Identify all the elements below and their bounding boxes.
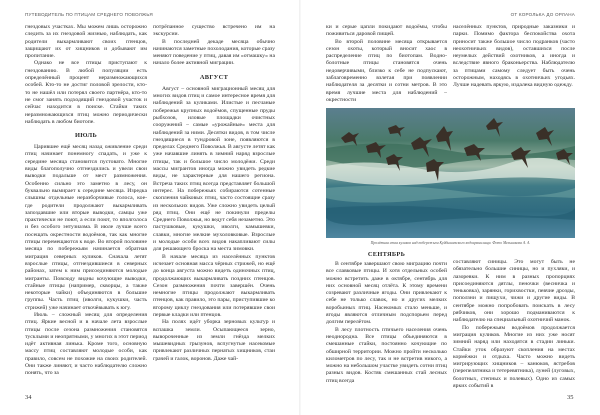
bird-flock-photo-illustration (326, 108, 575, 238)
running-head-left: ПУТЕВОДИТЕЛЬ ПО ПТИЦАМ СРЕДНЕГО ПОВОЛЖЬЯ (25, 12, 153, 17)
photo-flock-of-waders-over-waves (326, 108, 575, 238)
paragraph: Царившее ещё месяц назад оживление среди птиц начинает понемногу спадать, и уже к середине месяца становится пустовато. Многие виды благополучно отгнездились и увели свои выводки подальше от мест размножения. Особенно сильно это заметно в лесу, он буквально вымирает к середине месяца. Изредка слышны отдельные неразборчивые голоса, кое-где родители продолжают выкармливать запоздавшие или вторые выводки, самцы уже практически не поют, а если поют, то вполголоса и без особого энтузиазма. В июле лучше всего посещать окрестности водоёмов, так как многие птицы перемещаются к воде. Во второй половине месяца по побережьям начинается обратная миграция северных куликов. Сначала летят взрослые птицы, отгнездившиеся в северных районах, затем к ним присоединяются молодые мигранты. Повсюду видны кочующие выводки, стайные птицы (например, скворцы, а также некоторые чайки) объединяются в большие группы. Часть птиц (иволги, кукушки, часть стрижей) уже начинает откочёвывать к югу. (25, 144, 147, 311)
paragraph: Август – основной миграционный месяц для многих видов птиц и самое интересное время для наблюдений за куликами. Илистые и песчаные побережья крупных водоёмов, спущенные пруды рыбхозов, иловые площадки очистных сооружений – самые «урожайные» места для наблюдений за ними. Десятки видов, в том числе гнездящиеся в тундровой зоне, появляются в пределах Среднего Поволжья. В августе летят как уже начавшие линять в зимний наряд взрослые птицы, так и большое число молодёжи. Среди массы мигрантов иногда можно увидеть редкие виды, не характерные для нашего региона. Встреча таких птиц всегда представляет большой интерес. На побережьях собираются сотенные скопления чайковых птиц, часто состоящие сразу из нескольких видов. Уже сложно увидеть целый ряд птиц. Они ещё не покинули пределы Среднего Поволжья, но ведут себя незаметно. Это пастушковые, кукушки, иволги, камышевки, славки, многие мелкие мухоловковые. Взрослые и молодые особи всех видов накапливают силы для решающего броска на места зимовки. (153, 85, 275, 253)
section-heading-september: СЕНТЯБРЬ (367, 251, 406, 258)
paragraph: гнездовых участках. Мы можем лишь осторожно следить за их гнездовой жизнью, наблюдать, как родители выкармливают своих птенцов, защищают их от хищников и добывают им пропитание. (25, 24, 147, 60)
page-number-left: 34 (25, 394, 32, 401)
paragraph: населённых пунктов, природные заказники и парки. Помимо фактора беспокойства охота приносит также большое число подранков (часто неохотничьих видов), оставшихся после неумелых действий охотников, а иногда и вследствие явного браконьерства. Наблюдателю за птицами самому следует быть очень осторожным, находясь в охотничьих угодьях. Лучше надевать яркую, издалека видную одежду. (453, 24, 575, 89)
paragraph: На полях идёт уборка зерновых культур и вспашка земли. Осыпающееся зерно, вывороченные из земли гнёзда мелких мышевидных грызунов, вспугнутые насекомые привлекают различных пернатых хищников, стаи грачей и галок, воронов. Даже чай- (153, 319, 275, 362)
paragraph: Июль – сложный месяц для определения птиц. Яркие весной и в начале лета взрослые птицы после сезона размножения становятся тусклыми и неопрятными, у многих в этот период идёт активная линька. Кроме того, основную массу птиц составляют молодые особи, как правило, совсем не похожие на своих родителей. Они также линяют, и часто наблюдателю сложно понять, что за (25, 311, 147, 377)
section-heading-july: ИЮЛЬ (74, 132, 98, 140)
photo-caption: Пролётная стая куликов над побережьем Куйбышевского водохранилища. Фото Мельникова А. А. (370, 241, 531, 245)
left-page-column-1 (25, 24, 147, 378)
paragraph: В лесу плотность птичьего населения очень неоднородна. Все птицы объединяются в смешанные стайки, постоянно кочующие по обширной территории. Можно пройти несколько километров по лесу, так и не встретив никого, а можно на небольшом участке увидеть сотни птиц разных видов. Костяк смешанных стай лесных птиц всегда (326, 326, 447, 384)
right-page-bottom-column-1 (326, 249, 447, 385)
running-head-right: ОТ КОРОЛЬКА ДО ОРЛАНА (510, 12, 575, 17)
paragraph: В сентябре завершают свою миграцию почти все славковые птицы. И хотя отдельных особей можно встретить даже в октябре, сентябрь для них основной месяц отлёта. К этому времени созревают различные ягоды. Они привлекают к себе не только славок, но и других мелких воробьиных птиц. Насекомых стало меньше, и ягоды являются отличным подспорьем перед долгим перелётом. (326, 261, 447, 326)
paragraph: потрёпанное существо встречено им на экскурсии. (153, 24, 275, 38)
right-page-top-column-1 (326, 24, 447, 104)
page-number-right: 35 (567, 394, 574, 401)
paragraph: По побережьям водоёмов продолжается миграция куликов. Многие из них уже носят зимний наряд или находятся в стадии линьки. Стайки уток образуют скопления на местах кормёжки и отдыха. Часто можно видеть мигрирующих хищников – канюков, ястребов (перепелятника и тетеревятника), луней (луговых, болотных, степных и полевых). Одно из самых ярких событий в (453, 324, 575, 390)
book-spine-fold (299, 0, 301, 415)
section-heading-august: АВГУСТ (199, 73, 229, 81)
right-page-bottom-column-2 (453, 259, 575, 390)
paragraph: составляют синицы. Это могут быть не обязательно большие синицы, но и пухляки, и лазоревки. К ним в разных пропорциях присоединяются дятлы, пеночки (весничка и теньковка), зарянки, горихвостки, певчие дрозды, поползни и пищухи, чижи и другие виды. В сентябре можно попробовать поискать в лесу рябчиков, они хорошо подманиваются к наблюдателю на специальный охотничий манок. (453, 259, 575, 324)
paragraph: В последней декаде месяца обычно начинаются заметные похолодания, которые сразу меняют поведение у птиц, давая им «отмашку» на начало более активной миграции. (153, 38, 275, 67)
left-page-column-2 (153, 24, 275, 363)
paragraph: Однако не все птицы приступают к гнездованию. В любой популяции есть определённый процент неразмножающихся особей. Кто-то не достиг половой зрелости, кто-то не нашёл или потерял своего партнёра, кто-то не смог занять подходящий гнездовой участок и сейчас находится в поиске. Стайки таких неразмножающихся птиц можно периодически наблюдать в любом биотопе. (25, 60, 147, 125)
paragraph: Во второй половине месяца открывается сезон охоты, который вносит хаос в распределение птиц по биотопам. Водно-болотные птицы становятся очень недоверчивыми, близко к себе не подпускают, заблаговременно взлетая при появлении наблюдателя за десятки и сотни метров. В это время лучшие места для наблюдений – окрестности (326, 38, 447, 103)
paragraph: ки и серые цапли покидают водоёмы, чтобы поживиться даровой пищей. (326, 24, 447, 38)
paragraph: В начале месяца из населённых пунктов исчезает основная масса чёрных стрижей, но ещё до конца августа можно видеть одиночных птиц, продолжающих выкармливать поздних птенцов. Сезон размножения почти завершён. Очень немногие птицы продолжают выкармливать птенцов, как правило, это пары, приступившие ко второму циклу гнездования или потерявшие свои первые кладки или птенцов. (153, 253, 275, 318)
right-page-top-column-2 (453, 24, 575, 90)
